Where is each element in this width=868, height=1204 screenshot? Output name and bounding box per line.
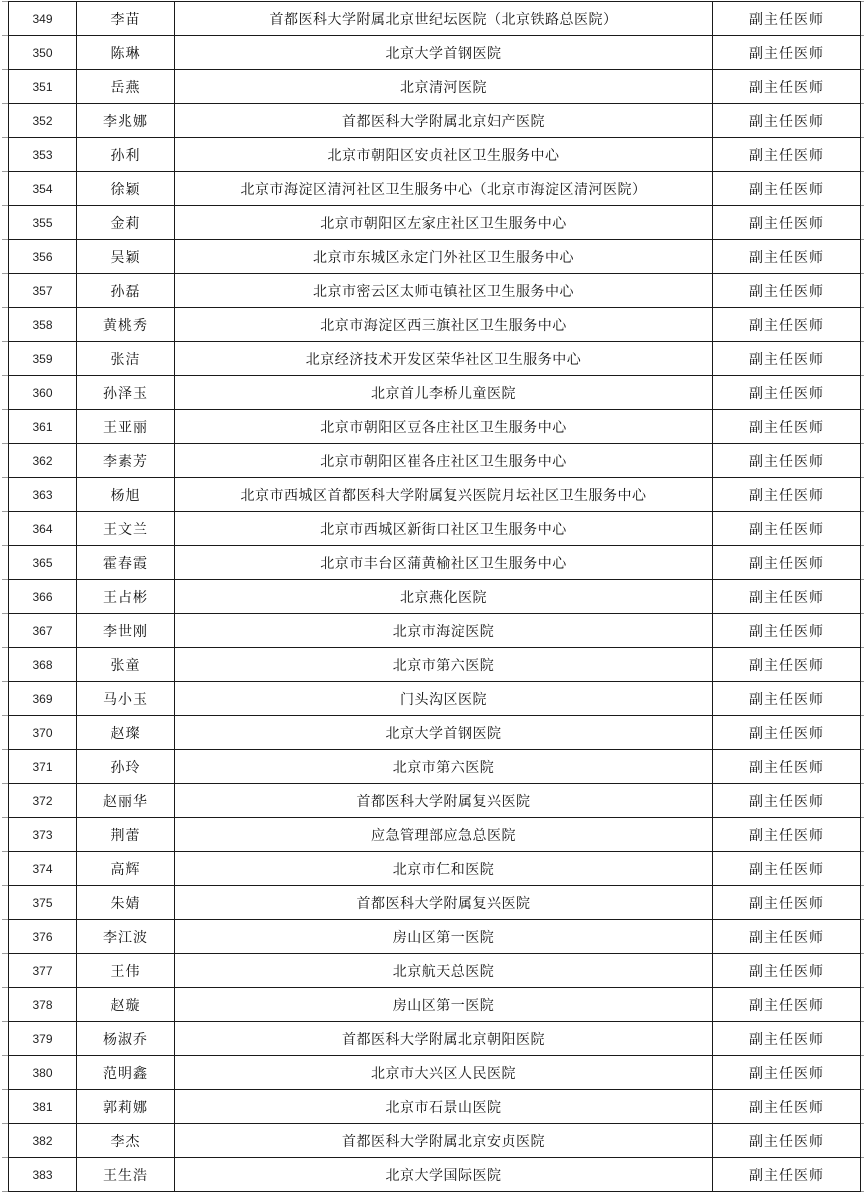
name-cell: 王生浩 (77, 1158, 175, 1192)
name-cell: 杨淑乔 (77, 1022, 175, 1056)
organization-cell: 北京市石景山医院 (175, 1090, 713, 1124)
row-number-cell: 355 (9, 206, 77, 240)
table-row (9, 36, 861, 70)
name-cell: 吴颖 (77, 240, 175, 274)
table-row (9, 1022, 861, 1056)
title-cell: 副主任医师 (713, 682, 861, 716)
title-cell: 副主任医师 (713, 648, 861, 682)
table-row (9, 818, 861, 852)
organization-cell: 北京燕化医院 (175, 580, 713, 614)
roster-table-body (9, 2, 861, 1192)
row-number-cell: 360 (9, 376, 77, 410)
table-row (9, 716, 861, 750)
name-cell: 赵璇 (77, 988, 175, 1022)
table-row (9, 478, 861, 512)
row-number-cell: 368 (9, 648, 77, 682)
row-number-cell: 381 (9, 1090, 77, 1124)
organization-cell: 北京市东城区永定门外社区卫生服务中心 (175, 240, 713, 274)
title-cell: 副主任医师 (713, 546, 861, 580)
title-cell: 副主任医师 (713, 376, 861, 410)
table-row (9, 580, 861, 614)
organization-cell: 北京市大兴区人民医院 (175, 1056, 713, 1090)
name-cell: 孙磊 (77, 274, 175, 308)
row-number-cell: 354 (9, 172, 77, 206)
row-number-cell: 359 (9, 342, 77, 376)
row-number-cell: 371 (9, 750, 77, 784)
table-row (9, 1124, 861, 1158)
organization-cell: 房山区第一医院 (175, 920, 713, 954)
name-cell: 李兆娜 (77, 104, 175, 138)
row-number-cell: 350 (9, 36, 77, 70)
organization-cell: 北京大学首钢医院 (175, 716, 713, 750)
organization-cell: 北京大学首钢医院 (175, 36, 713, 70)
name-cell: 杨旭 (77, 478, 175, 512)
row-number-cell: 376 (9, 920, 77, 954)
organization-cell: 北京市丰台区蒲黄榆社区卫生服务中心 (175, 546, 713, 580)
name-cell: 荆蕾 (77, 818, 175, 852)
table-row (9, 342, 861, 376)
table-row (9, 682, 861, 716)
name-cell: 李素芳 (77, 444, 175, 478)
organization-cell: 应急管理部应急总医院 (175, 818, 713, 852)
title-cell: 副主任医师 (713, 512, 861, 546)
table-row (9, 886, 861, 920)
name-cell: 霍春霞 (77, 546, 175, 580)
title-cell: 副主任医师 (713, 308, 861, 342)
row-number-cell: 369 (9, 682, 77, 716)
table-row (9, 376, 861, 410)
row-number-cell: 365 (9, 546, 77, 580)
row-number-cell: 378 (9, 988, 77, 1022)
name-cell: 孙玲 (77, 750, 175, 784)
name-cell: 李江波 (77, 920, 175, 954)
table-row (9, 920, 861, 954)
organization-cell: 北京市海淀区西三旗社区卫生服务中心 (175, 308, 713, 342)
table-row (9, 1090, 861, 1124)
organization-cell: 北京市第六医院 (175, 648, 713, 682)
name-cell: 王文兰 (77, 512, 175, 546)
row-number-cell: 356 (9, 240, 77, 274)
organization-cell: 北京市朝阳区崔各庄社区卫生服务中心 (175, 444, 713, 478)
organization-cell: 首都医科大学附属北京妇产医院 (175, 104, 713, 138)
organization-cell: 北京市海淀医院 (175, 614, 713, 648)
title-cell: 副主任医师 (713, 1056, 861, 1090)
row-number-cell: 352 (9, 104, 77, 138)
title-cell: 副主任医师 (713, 172, 861, 206)
organization-cell: 首都医科大学附属北京安贞医院 (175, 1124, 713, 1158)
title-cell: 副主任医师 (713, 886, 861, 920)
organization-cell: 北京首儿李桥儿童医院 (175, 376, 713, 410)
name-cell: 高辉 (77, 852, 175, 886)
name-cell: 孙利 (77, 138, 175, 172)
title-cell: 副主任医师 (713, 852, 861, 886)
row-number-cell: 366 (9, 580, 77, 614)
row-number-cell: 362 (9, 444, 77, 478)
title-cell: 副主任医师 (713, 1090, 861, 1124)
name-cell: 李世刚 (77, 614, 175, 648)
row-number-cell: 373 (9, 818, 77, 852)
organization-cell: 北京经济技术开发区荣华社区卫生服务中心 (175, 342, 713, 376)
name-cell: 马小玉 (77, 682, 175, 716)
title-cell: 副主任医师 (713, 580, 861, 614)
roster-table (8, 1, 861, 1192)
organization-cell: 北京市密云区太师屯镇社区卫生服务中心 (175, 274, 713, 308)
table-row (9, 614, 861, 648)
row-number-cell: 370 (9, 716, 77, 750)
row-number-cell: 349 (9, 2, 77, 36)
row-number-cell: 383 (9, 1158, 77, 1192)
organization-cell: 北京市海淀区清河社区卫生服务中心（北京市海淀区清河医院） (175, 172, 713, 206)
name-cell: 郭莉娜 (77, 1090, 175, 1124)
title-cell: 副主任医师 (713, 444, 861, 478)
table-row (9, 138, 861, 172)
title-cell: 副主任医师 (713, 104, 861, 138)
title-cell: 副主任医师 (713, 1158, 861, 1192)
name-cell: 王亚丽 (77, 410, 175, 444)
row-number-cell: 372 (9, 784, 77, 818)
title-cell: 副主任医师 (713, 138, 861, 172)
title-cell: 副主任医师 (713, 70, 861, 104)
name-cell: 张洁 (77, 342, 175, 376)
name-cell: 李苗 (77, 2, 175, 36)
table-row (9, 648, 861, 682)
row-number-cell: 364 (9, 512, 77, 546)
organization-cell: 首都医科大学附属北京世纪坛医院（北京铁路总医院） (175, 2, 713, 36)
row-number-cell: 379 (9, 1022, 77, 1056)
title-cell: 副主任医师 (713, 818, 861, 852)
table-row (9, 852, 861, 886)
title-cell: 副主任医师 (713, 342, 861, 376)
organization-cell: 首都医科大学附属复兴医院 (175, 886, 713, 920)
title-cell: 副主任医师 (713, 750, 861, 784)
row-number-cell: 358 (9, 308, 77, 342)
title-cell: 副主任医师 (713, 954, 861, 988)
table-row (9, 308, 861, 342)
table-row (9, 1158, 861, 1192)
row-number-cell: 357 (9, 274, 77, 308)
organization-cell: 北京市第六医院 (175, 750, 713, 784)
table-row (9, 104, 861, 138)
title-cell: 副主任医师 (713, 1022, 861, 1056)
row-number-cell: 351 (9, 70, 77, 104)
row-number-cell: 377 (9, 954, 77, 988)
title-cell: 副主任医师 (713, 36, 861, 70)
name-cell: 黄桃秀 (77, 308, 175, 342)
name-cell: 赵丽华 (77, 784, 175, 818)
organization-cell: 北京市朝阳区豆各庄社区卫生服务中心 (175, 410, 713, 444)
table-row (9, 410, 861, 444)
row-number-cell: 367 (9, 614, 77, 648)
title-cell: 副主任医师 (713, 478, 861, 512)
row-number-cell: 380 (9, 1056, 77, 1090)
title-cell: 副主任医师 (713, 920, 861, 954)
name-cell: 金莉 (77, 206, 175, 240)
title-cell: 副主任医师 (713, 410, 861, 444)
title-cell: 副主任医师 (713, 274, 861, 308)
table-row (9, 240, 861, 274)
row-number-cell: 363 (9, 478, 77, 512)
table-row (9, 546, 861, 580)
organization-cell: 北京市西城区首都医科大学附属复兴医院月坛社区卫生服务中心 (175, 478, 713, 512)
name-cell: 范明鑫 (77, 1056, 175, 1090)
table-row (9, 274, 861, 308)
title-cell: 副主任医师 (713, 1124, 861, 1158)
name-cell: 赵璨 (77, 716, 175, 750)
organization-cell: 北京市西城区新街口社区卫生服务中心 (175, 512, 713, 546)
table-row (9, 784, 861, 818)
table-row (9, 444, 861, 478)
organization-cell: 首都医科大学附属北京朝阳医院 (175, 1022, 713, 1056)
table-row (9, 70, 861, 104)
organization-cell: 北京航天总医院 (175, 954, 713, 988)
organization-cell: 首都医科大学附属复兴医院 (175, 784, 713, 818)
name-cell: 王占彬 (77, 580, 175, 614)
table-row (9, 512, 861, 546)
table-row (9, 750, 861, 784)
name-cell: 陈琳 (77, 36, 175, 70)
row-number-cell: 375 (9, 886, 77, 920)
title-cell: 副主任医师 (713, 614, 861, 648)
row-number-cell: 353 (9, 138, 77, 172)
name-cell: 岳燕 (77, 70, 175, 104)
title-cell: 副主任医师 (713, 240, 861, 274)
table-row (9, 988, 861, 1022)
title-cell: 副主任医师 (713, 784, 861, 818)
row-number-cell: 361 (9, 410, 77, 444)
table-row (9, 172, 861, 206)
organization-cell: 北京大学国际医院 (175, 1158, 713, 1192)
organization-cell: 北京市仁和医院 (175, 852, 713, 886)
name-cell: 徐颖 (77, 172, 175, 206)
name-cell: 孙泽玉 (77, 376, 175, 410)
organization-cell: 北京市朝阳区安贞社区卫生服务中心 (175, 138, 713, 172)
name-cell: 朱婧 (77, 886, 175, 920)
title-cell: 副主任医师 (713, 2, 861, 36)
name-cell: 王伟 (77, 954, 175, 988)
name-cell: 张童 (77, 648, 175, 682)
row-number-cell: 374 (9, 852, 77, 886)
organization-cell: 门头沟区医院 (175, 682, 713, 716)
table-row (9, 1056, 861, 1090)
organization-cell: 北京市朝阳区左家庄社区卫生服务中心 (175, 206, 713, 240)
table-row (9, 206, 861, 240)
title-cell: 副主任医师 (713, 716, 861, 750)
name-cell: 李杰 (77, 1124, 175, 1158)
title-cell: 副主任医师 (713, 206, 861, 240)
organization-cell: 北京清河医院 (175, 70, 713, 104)
table-row (9, 2, 861, 36)
title-cell: 副主任医师 (713, 988, 861, 1022)
organization-cell: 房山区第一医院 (175, 988, 713, 1022)
table-row (9, 954, 861, 988)
row-number-cell: 382 (9, 1124, 77, 1158)
